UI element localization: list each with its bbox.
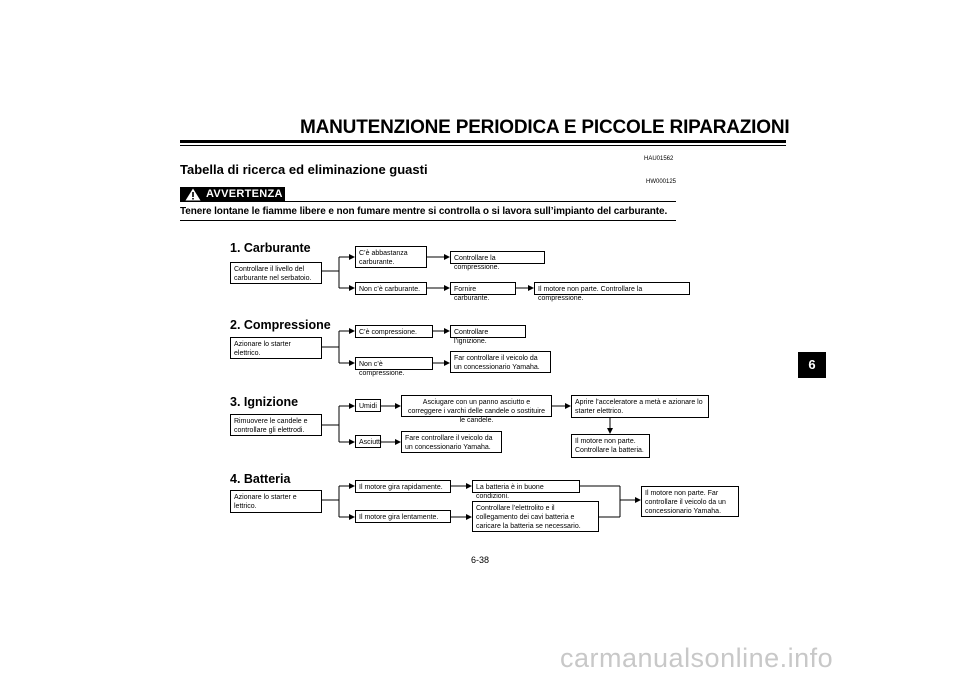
section-3-title: 3. Ignizione	[230, 395, 299, 409]
section-1-title: 1. Carburante	[230, 241, 311, 255]
s3-wet-result-box: Il motore non parte. Controllare la batteria.	[571, 434, 650, 458]
s1-no-action-box: Fornire carburante.	[450, 282, 516, 295]
s1-start-box: Controllare il livello del carburante nel serbatoio.	[230, 262, 322, 284]
page-number: 6-38	[470, 555, 489, 565]
section-title: Tabella di ricerca ed eliminazione guasti	[180, 162, 428, 177]
s1-no-result-box: Il motore non parte. Controllare la compressione.	[534, 282, 690, 295]
s4-start-box: Azionare lo starter e lettrico.	[230, 490, 322, 513]
s2-yes-box: C’è compressione.	[355, 325, 433, 338]
section-4-title: 4. Batteria	[230, 472, 291, 486]
s4-fast-box: Il motore gira rapidamente.	[355, 480, 451, 493]
s3-wet-next-box: Aprire l’acceleratore a metà e azionare lo starter elettrico.	[571, 395, 709, 418]
s1-yes-box: C’è abbastanza carburante.	[355, 246, 427, 268]
s3-dry-box: Asciutti	[355, 435, 381, 448]
s2-no-action-box: Far controllare il veicolo da un concessionario Yamaha.	[450, 351, 551, 373]
watermark: carmanualsonline.info	[560, 643, 834, 673]
s3-dry-action-box: Fare controllare il veicolo da un concessionario Yamaha.	[401, 431, 502, 453]
s4-final-box: Il motore non parte. Far controllare il veicolo da un concessionario Yamaha.	[641, 486, 739, 517]
section-code: HAU01562	[644, 156, 674, 162]
warning-text: Tenere lontane le fiamme libere e non fumare mentre si controlla o si lavora sull’impianto del carburante.	[180, 206, 668, 217]
s1-yes-action-box: Controllare la compressione.	[450, 251, 545, 264]
s4-slow-box: Il motore gira lentamente.	[355, 510, 451, 523]
section-2-title: 2. Compressione	[230, 318, 331, 332]
warning-label: AVVERTENZA	[206, 188, 283, 200]
s4-slow-action-box: Controllare l’elettrolito e il collegamento dei cavi batteria e caricare la batteria se necessario.	[472, 501, 599, 532]
s3-start-box: Rimuovere le candele e controllare gli elettrodi.	[230, 414, 322, 436]
s4-fast-result-box: La batteria è in buone condizioni.	[472, 480, 580, 493]
s3-wet-action-box: Asciugare con un panno asciutto e correggere i varchi delle candele o sostituire le candele.	[401, 395, 552, 417]
s2-start-box: Azionare lo starter elettrico.	[230, 337, 322, 359]
s3-wet-box: Umidi	[355, 399, 381, 412]
chapter-tab: 6	[798, 352, 826, 378]
s1-no-box: Non c’è carburante.	[355, 282, 427, 295]
warning-code: HW000125	[646, 179, 677, 185]
header-title: MANUTENZIONE PERIODICA E PICCOLE RIPARAZIONI	[300, 117, 790, 138]
s2-yes-action-box: Controllare l’ignizione.	[450, 325, 526, 338]
s2-no-box: Non c’è compressione.	[355, 357, 433, 370]
